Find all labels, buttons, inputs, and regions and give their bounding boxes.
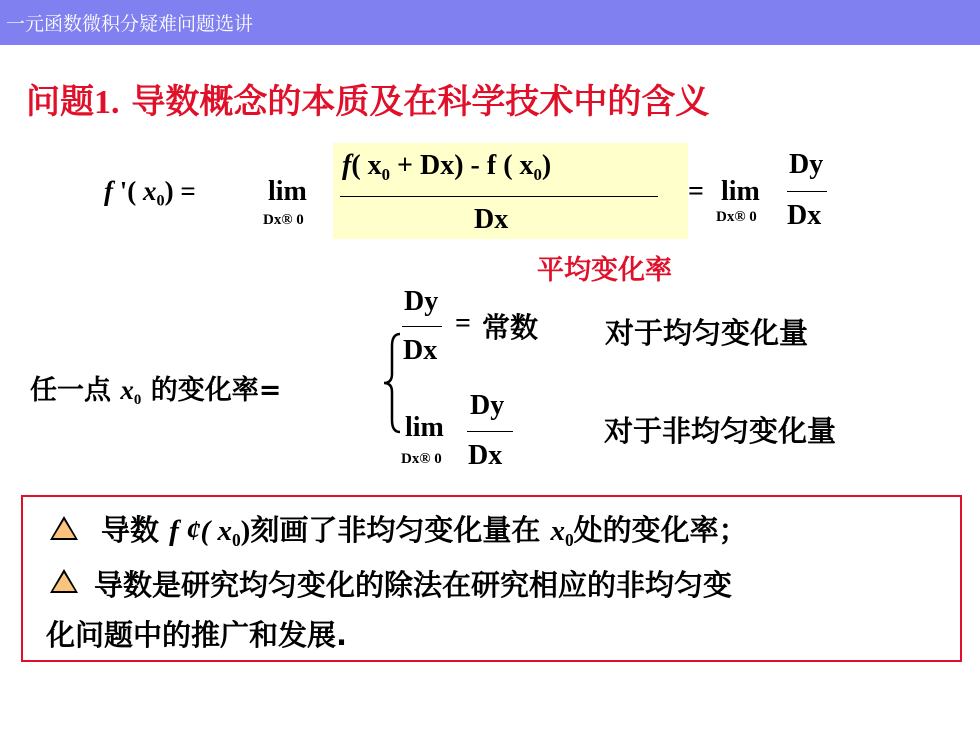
slide-title: 问题1. 导数概念的本质及在科学技术中的含义 [26, 82, 710, 122]
quotient-denominator: Dx [474, 204, 509, 235]
case2-lim: lim [405, 412, 444, 443]
case1-equals: = [455, 308, 471, 339]
case2-numerator: Dy [470, 390, 505, 421]
rate-at-point-label: 任一点 $x_0$ 的变化率= [30, 375, 282, 409]
dx-denominator: Dx [787, 200, 822, 231]
nonuniform-change-label: 对于非均匀变化量 [604, 414, 837, 448]
equals-sign: = [688, 176, 704, 207]
triangle-bullet-icon [50, 569, 78, 593]
left-brace [380, 328, 404, 438]
summary-note-2-line-1: 导数是研究均匀变化的除法在研究相应的非均匀变 [94, 568, 733, 602]
case2-fraction-bar [467, 431, 513, 432]
lim-subscript: Dx® 0 [263, 212, 304, 228]
lim-subscript-2: Dx® 0 [716, 209, 757, 225]
case1-numerator: Dy [404, 286, 439, 317]
summary-note-1: 导数 f ¢( $x_0$)刻画了非均匀变化量在 $x_0$处的变化率； [101, 513, 748, 551]
lim-operator-2: lim [721, 176, 760, 207]
case2-denominator: Dx [468, 440, 503, 471]
uniform-change-label: 对于均匀变化量 [605, 316, 809, 350]
case2-lim-subscript: Dx® 0 [401, 451, 442, 467]
dy-numerator: Dy [789, 149, 824, 180]
average-rate-label: 平均变化率 [537, 255, 672, 286]
triangle-bullet-icon [50, 516, 78, 540]
derivative-lhs: f '( $x_0$) = [104, 176, 196, 210]
lim-operator: lim [268, 176, 307, 207]
case1-denominator: Dx [403, 335, 438, 366]
case1-fraction-bar [402, 326, 442, 327]
header-title: 一元函数微积分疑难问题选讲 [6, 13, 254, 35]
quotient-numerator: f( $x_0 + Dx) - f$ ( $x_0$) [342, 150, 552, 184]
fraction-bar-2 [787, 191, 827, 192]
case1-constant: 常数 [482, 311, 539, 344]
fraction-bar [340, 196, 658, 197]
summary-note-2-line-2: 化问题中的推广和发展. [46, 618, 348, 652]
